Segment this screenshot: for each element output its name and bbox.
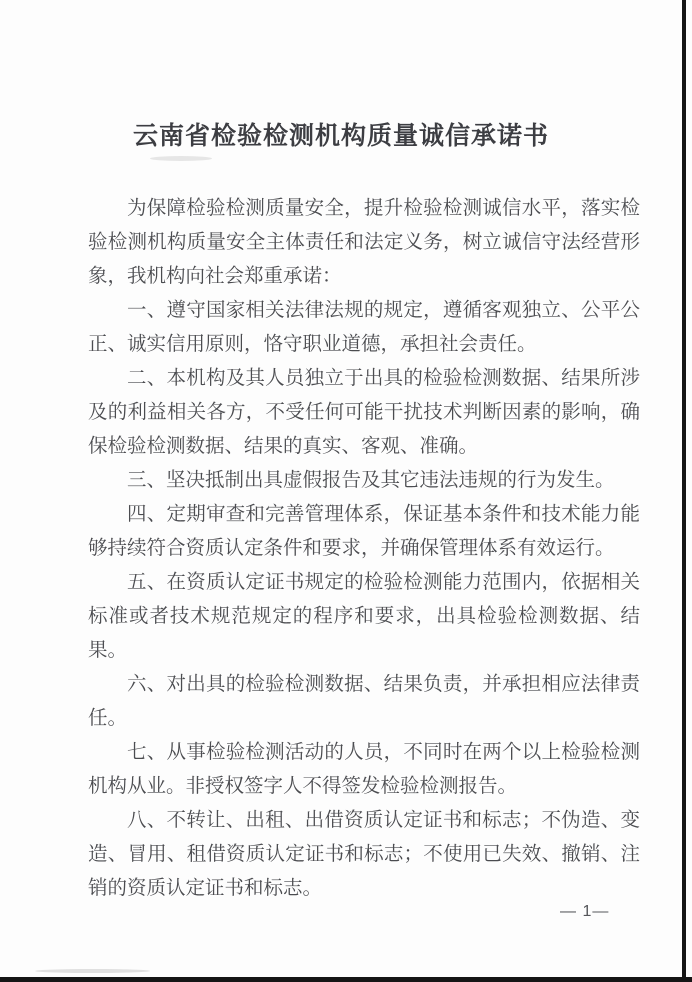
scan-edge-right-line [682,0,686,982]
commitment-item-3: 三、坚决抵制出具虚假报告及其它违法违规的行为发生。 [127,469,615,491]
commitment-item-8: 八、不转让、出租、出借资质认定证书和标志；不伪造、变造、冒用、租借资质认定证书和标志；不使用已失效、撤销、注销的资质认定证书和标志。 [88,809,640,899]
commitment-item-2: 二、本机构及其人员独立于出具的检验检测数据、结果所涉及的利益相关各方，不受任何可能干扰技术判断因素的影响，确保检验检测数据、结果的真实、客观、准确。 [88,367,640,457]
scan-smudge-under-title [150,156,212,161]
document-body [88,191,640,905]
commitment-item-5: 五、在资质认定证书规定的检验检测能力范围内，依据相关标准或者技术规范规定的程序和要求，出具检验检测数据、结果。 [88,571,640,661]
document-title: 云南省检验检测机构质量诚信承诺书 [132,122,549,150]
page-number: — 1— [560,903,610,920]
scan-edge-bottom-bar [0,977,692,982]
commitment-item-6: 六、对出具的检验检测数据、结果负责，并承担相应法律责任。 [88,673,640,729]
commitment-item-7: 七、从事检验检测活动的人员，不同时在两个以上检验检测机构从业。非授权签字人不得签发检验检测报告。 [88,741,640,797]
commitment-item-4: 四、定期审查和完善管理体系，保证基本条件和技术能力能够持续符合资质认定条件和要求，并确保管理体系有效运行。 [88,503,640,559]
scan-smudge-bottom-left [34,969,150,973]
commitment-item-1: 一、遵守国家相关法律法规的规定，遵循客观独立、公平公正、诚实信用原则，恪守职业道德，承担社会责任。 [88,299,640,355]
intro-paragraph: 为保障检验检测质量安全，提升检验检测诚信水平，落实检验检测机构质量安全主体责任和法定义务，树立诚信守法经营形象，我机构向社会郑重承诺： [88,197,640,287]
